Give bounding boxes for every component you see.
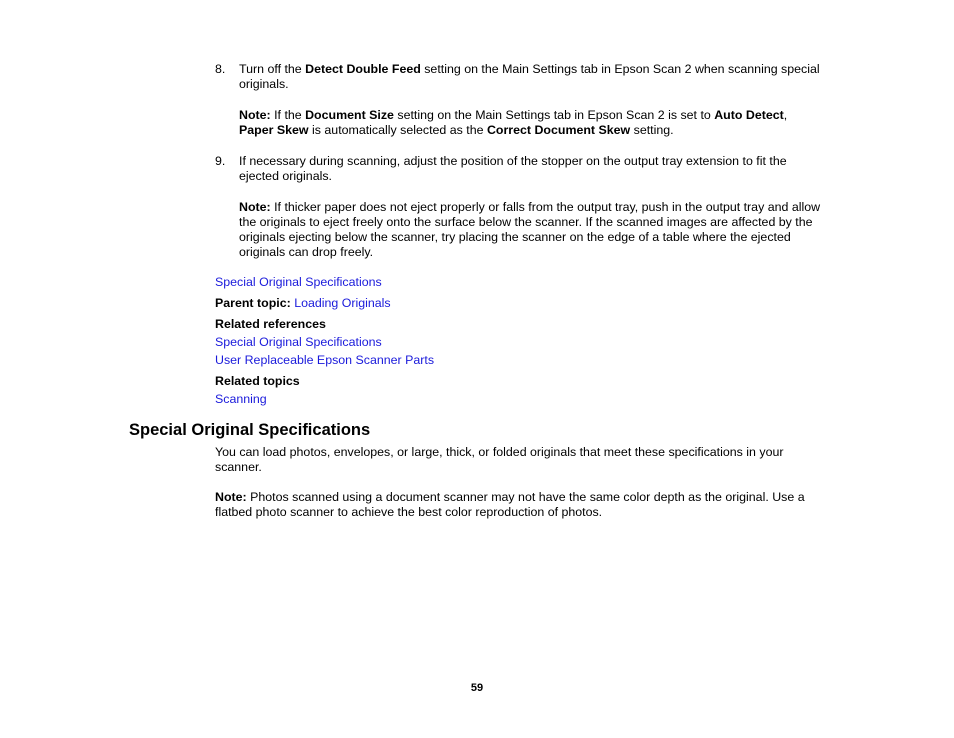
step-8-note-text-c: , — [783, 108, 788, 122]
section-note-text: Photos scanned using a document scanner may not have the same color depth as the original. Use a flatbed photo scanner to achieve the best color reproduction of photos. — [215, 490, 805, 519]
step-8-note-text-d: is automatically selected as the — [308, 123, 487, 137]
step-8-bold-a: Detect Double Feed — [305, 62, 421, 76]
step-9-number: 9. — [215, 154, 226, 168]
step-8-text-b: setting on the Main Settings tab in Epson Scan 2 when scanning special originals. — [239, 62, 820, 91]
section-note-label: Note: — [215, 490, 247, 504]
step-8-note-bold-b: Auto Detect — [714, 108, 784, 122]
section-intro: You can load photos, envelopes, or large, thick, or folded originals that meet these specifications in your scanner. — [215, 445, 784, 474]
page-number: 59 — [470, 682, 484, 694]
related-references-label: Related references — [215, 317, 326, 331]
step-8-note-bold-c: Paper Skew — [239, 123, 309, 137]
step-9-note-text: If thicker paper does not eject properly or falls from the output tray, push in the output tray and allow the originals to eject freely onto the surface below the scanner. If the scanned images are affected by the originals ejecting below the scanner, try placing the scanner on the edge of a table where the ejected originals can drop freely. — [239, 200, 821, 259]
related-topics-label: Related topics — [215, 374, 300, 388]
related-references-heading — [215, 317, 825, 332]
related-topic-row-1 — [215, 392, 825, 407]
related-ref-row-1 — [215, 335, 825, 350]
parent-topic-label: Parent topic: — [215, 296, 291, 310]
related-ref-row-2 — [215, 353, 825, 368]
step-8-note-text-b: setting on the Main Settings tab in Epson Scan 2 is set to — [393, 108, 715, 122]
related-topics-heading — [215, 374, 825, 389]
special-original-specifications-link[interactable]: Special Original Specifications — [215, 275, 382, 289]
step-8-note-bold-d: Correct Document Skew — [486, 123, 631, 137]
special-spec-link-row — [215, 275, 825, 290]
parent-topic-row — [215, 296, 825, 311]
step-8-text — [239, 62, 829, 92]
step-8-number: 8. — [215, 62, 226, 76]
step-8-note-label: Note: — [239, 108, 271, 122]
step-9-note — [239, 200, 829, 260]
step-9-text: If necessary during scanning, adjust the position of the stopper on the output tray extension to fit the ejected originals. — [239, 154, 787, 183]
loading-originals-link[interactable]: Loading Originals — [294, 296, 391, 310]
related-ref-special-specifications-link[interactable]: Special Original Specifications — [215, 335, 382, 349]
step-9-note-label: Note: — [239, 200, 271, 214]
scanning-link[interactable]: Scanning — [215, 392, 267, 406]
section-heading: Special Original Specifications — [129, 421, 371, 439]
step-8-text-a: Turn off the — [239, 62, 306, 76]
step-8-note-text-e: setting. — [630, 123, 674, 137]
step-8-note-text-a: If the — [270, 108, 306, 122]
related-ref-replaceable-parts-link[interactable]: User Replaceable Epson Scanner Parts — [215, 353, 435, 367]
step-8-note — [239, 108, 829, 138]
step-8-note-bold-a: Document Size — [305, 108, 394, 122]
section-note — [215, 490, 825, 520]
